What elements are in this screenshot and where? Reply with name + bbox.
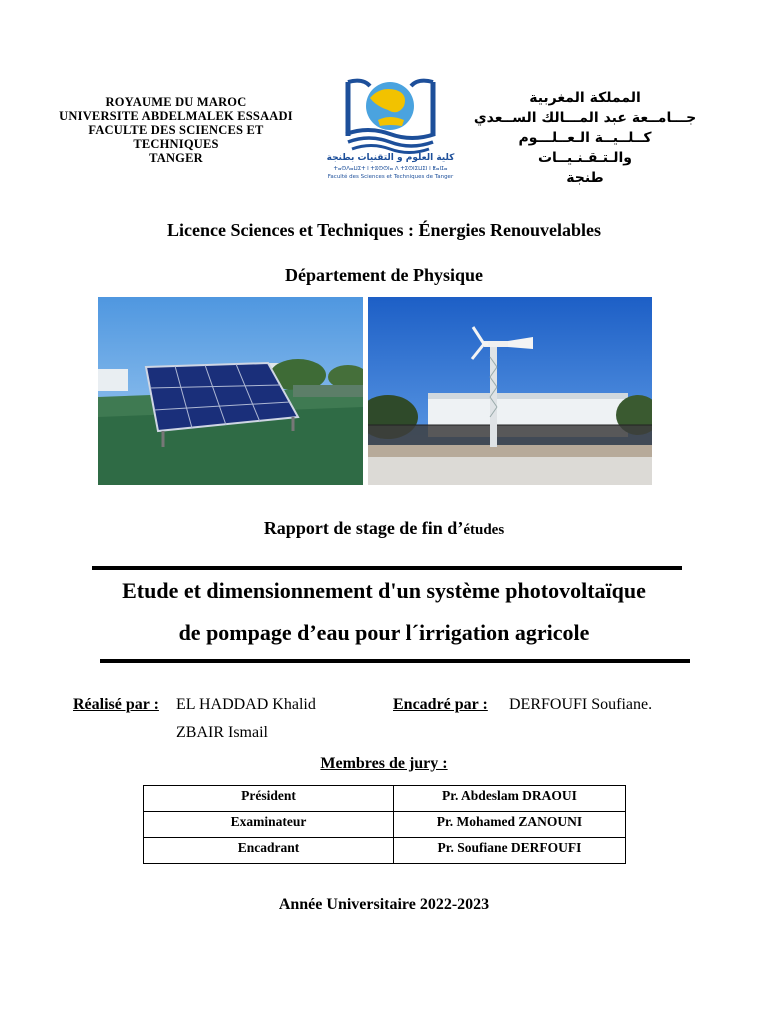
header-line: TECHNIQUES [133,137,219,151]
report-type [0,518,768,539]
jury-member: Pr. Mohamed ZANOUNI [394,812,626,838]
jury-role: Encadrant [144,838,394,864]
title-rule-bottom [100,659,690,663]
jury-role: Examinateur [144,812,394,838]
thesis-title-line1: Etude et dimensionnement d'un système photovoltaïque [122,578,646,603]
department-title: Département de Physique [285,265,483,285]
header-line: FACULTE DES SCIENCES ET [88,123,264,137]
logo-caption-arabic: كلية العلوم و التقنيات بطنجة [326,153,455,163]
jury-member: Pr. Abdeslam DRAOUI [394,786,626,812]
header-line: UNIVERSITE ABDELMALEK ESSAADI [59,109,293,123]
thesis-title-line2: de pompage d’eau pour l´irrigation agricole [178,620,590,645]
author-name: EL HADDAD Khalid [176,696,316,713]
report-type-small: études [463,522,505,538]
table-row [144,786,626,812]
supervisor-name: DERFOUFI Soufiane. [509,696,653,713]
jury-title: Membres de jury : [320,755,448,772]
title-rule-top [92,566,682,570]
solar-panels-photo [98,297,363,485]
academic-year: Année Universitaire 2022-2023 [278,896,490,913]
header-line-ar: جـــامــعة عبد المـــالك الســعدي [473,110,697,126]
wind-turbine-photo [368,297,652,485]
institution-header-fr [36,95,316,165]
header-line-ar: طنجة [566,170,604,186]
institution-header-ar [470,88,700,188]
jury-table [143,785,626,864]
jury-member: Pr. Soufiane DERFOUFI [394,838,626,864]
table-row [144,838,626,864]
jury-role: Président [144,786,394,812]
supervisor-label: Encadré par : [393,696,488,713]
licence-title: Licence Sciences et Techniques : Énergies Renouvelables [167,220,601,240]
author-name: ZBAIR Ismail [176,724,268,741]
table-row [144,812,626,838]
header-line-ar: المملكة المغربية [529,90,641,106]
logo-caption-tifinagh: ⵜⴰⵙⴷⴰⵡⵉⵜ ⵏ ⵜⵓⵙⵙⵏⴰ ⴷ ⵜⵉⵙⵏⵉⵡⵉⵏ ⵏ ⵟⴰⵏⵊⴰ [333,166,448,172]
header-line: ROYAUME DU MAROC [105,95,247,109]
header-line-ar: كــلــيــة الـعــلـــوم والـتـقـنـيــات [518,130,652,166]
authors-label: Réalisé par : [73,696,159,713]
header-line: TANGER [149,151,203,165]
report-type-main: Rapport de stage de fin d’ [263,518,464,538]
logo-caption-french: Faculté des Sciences et Techniques de Tanger [327,174,454,180]
